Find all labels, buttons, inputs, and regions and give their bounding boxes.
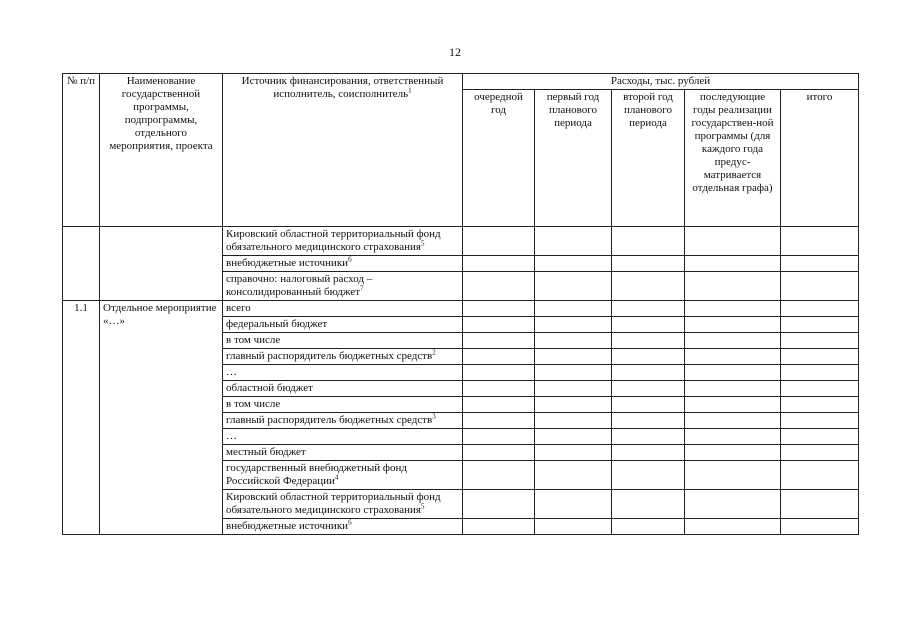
amount-cell (535, 445, 612, 461)
amount-cell (612, 397, 685, 413)
amount-cell (463, 256, 535, 272)
amount-cell (612, 519, 685, 535)
page-number: 12 (449, 45, 461, 59)
amount-cell (685, 397, 781, 413)
amount-cell (535, 429, 612, 445)
amount-cell (535, 397, 612, 413)
amount-cell (612, 301, 685, 317)
amount-cell (535, 349, 612, 365)
budget-table (62, 73, 859, 535)
source-text: областной бюджет (226, 382, 313, 394)
amount-cell (781, 227, 859, 256)
amount-cell (535, 519, 612, 535)
amount-cell (463, 461, 535, 490)
amount-cell (685, 445, 781, 461)
row-name-cell (100, 227, 223, 301)
amount-cell (612, 429, 685, 445)
amount-cell (612, 445, 685, 461)
amount-cell (463, 445, 535, 461)
source-text: федеральный бюджет (226, 318, 328, 330)
amount-cell (612, 461, 685, 490)
amount-cell (612, 333, 685, 349)
amount-cell (781, 256, 859, 272)
amount-cell (685, 317, 781, 333)
source-text: главный распорядитель бюджетных средств (226, 414, 433, 426)
amount-cell (781, 349, 859, 365)
row-name-cell: Отдельное мероприятие «…» (100, 301, 223, 535)
amount-cell (781, 519, 859, 535)
amount-cell (535, 333, 612, 349)
amount-cell (685, 256, 781, 272)
source-text: в том числе (226, 334, 281, 346)
source-cell (223, 333, 463, 349)
amount-cell (612, 381, 685, 397)
amount-cell (463, 272, 535, 301)
source-cell (223, 413, 463, 429)
amount-cell (781, 413, 859, 429)
amount-cell (685, 365, 781, 381)
amount-cell (463, 301, 535, 317)
header-source (223, 74, 463, 227)
footnote-mark: 7 (360, 284, 364, 293)
amount-cell (781, 397, 859, 413)
amount-cell (781, 365, 859, 381)
row-num-cell (63, 227, 100, 301)
source-text: … (226, 366, 237, 378)
source-text: в том числе (226, 398, 281, 410)
amount-cell (685, 272, 781, 301)
amount-cell (535, 272, 612, 301)
footnote-mark: 4 (334, 473, 339, 482)
footnote-mark: 1 (408, 86, 412, 95)
amount-cell (535, 317, 612, 333)
amount-cell (781, 301, 859, 317)
source-text: внебюджетные источники (226, 520, 349, 532)
amount-cell (535, 227, 612, 256)
amount-cell (535, 301, 612, 317)
amount-cell (685, 519, 781, 535)
source-text: Кировский областной территориальный фонд обязательного медицинского страхования (226, 228, 441, 253)
amount-cell (612, 227, 685, 256)
source-cell (223, 445, 463, 461)
amount-cell (685, 301, 781, 317)
source-cell (223, 317, 463, 333)
footnote-mark: 2 (432, 348, 436, 357)
amount-cell (685, 490, 781, 519)
amount-cell (781, 429, 859, 445)
amount-cell (781, 272, 859, 301)
header-row-main (63, 74, 859, 90)
amount-cell (535, 490, 612, 519)
footnote-mark: 6 (348, 518, 352, 527)
amount-cell (612, 413, 685, 429)
amount-cell (685, 429, 781, 445)
source-text: внебюджетные источники (226, 257, 349, 269)
footnote-mark: 6 (348, 255, 352, 264)
amount-cell (781, 461, 859, 490)
footnote-mark: 5 (420, 502, 425, 511)
source-cell (223, 519, 463, 535)
header-num: № п/п (63, 74, 100, 227)
table-body (63, 227, 859, 535)
amount-cell (612, 490, 685, 519)
source-text: … (226, 430, 237, 442)
amount-cell (463, 227, 535, 256)
source-cell (223, 429, 463, 445)
row-num-cell: 1.1 (63, 301, 100, 535)
header-following-years: последующие годы реализации государствен-ной программы (для каждого года предус-матривается отдельная графа) (685, 90, 781, 227)
amount-cell (781, 381, 859, 397)
source-cell (223, 490, 463, 519)
amount-cell (463, 490, 535, 519)
source-text: Кировский областной территориальный фонд обязательного медицинского страхования (226, 491, 441, 516)
source-cell (223, 272, 463, 301)
footnote-mark: 5 (420, 239, 425, 248)
amount-cell (612, 256, 685, 272)
amount-cell (781, 490, 859, 519)
header-name: Наименование государственной программы, подпрограммы, отдельного мероприятия, проекта (100, 74, 223, 227)
source-cell (223, 365, 463, 381)
amount-cell (612, 349, 685, 365)
amount-cell (685, 333, 781, 349)
amount-cell (463, 317, 535, 333)
amount-cell (612, 272, 685, 301)
header-source-text: Источник финансирования, ответственный исполнитель, соисполнитель (241, 75, 444, 100)
amount-cell (463, 429, 535, 445)
amount-cell (781, 317, 859, 333)
source-cell (223, 301, 463, 317)
amount-cell (535, 461, 612, 490)
source-text: справочно: налоговый расход – консолидированный бюджет (226, 273, 373, 298)
header-first-plan-year: первый год планового периода (535, 90, 612, 227)
source-cell (223, 349, 463, 365)
source-text: государственный внебюджетный фонд Российской Федерации (226, 462, 408, 487)
amount-cell (685, 227, 781, 256)
amount-cell (685, 381, 781, 397)
amount-cell (535, 381, 612, 397)
header-total: итого (781, 90, 859, 227)
amount-cell (463, 381, 535, 397)
amount-cell (463, 413, 535, 429)
amount-cell (535, 365, 612, 381)
source-text: местный бюджет (226, 446, 306, 458)
source-cell (223, 381, 463, 397)
amount-cell (685, 413, 781, 429)
amount-cell (535, 256, 612, 272)
table-row (63, 301, 859, 317)
table-row (63, 227, 859, 256)
amount-cell (781, 333, 859, 349)
source-cell (223, 461, 463, 490)
amount-cell (463, 397, 535, 413)
amount-cell (781, 445, 859, 461)
source-text: всего (226, 302, 251, 314)
amount-cell (535, 413, 612, 429)
source-cell (223, 397, 463, 413)
source-cell (223, 256, 463, 272)
amount-cell (685, 461, 781, 490)
header-expenses: Расходы, тыс. рублей (463, 74, 859, 90)
amount-cell (463, 349, 535, 365)
amount-cell (463, 365, 535, 381)
amount-cell (463, 519, 535, 535)
amount-cell (463, 333, 535, 349)
header-second-plan-year: второй год планового периода (612, 90, 685, 227)
source-cell (223, 227, 463, 256)
amount-cell (612, 317, 685, 333)
footnote-mark: 3 (432, 412, 436, 421)
amount-cell (612, 365, 685, 381)
header-current-year: очередной год (463, 90, 535, 227)
amount-cell (685, 349, 781, 365)
source-text: главный распорядитель бюджетных средств (226, 350, 433, 362)
